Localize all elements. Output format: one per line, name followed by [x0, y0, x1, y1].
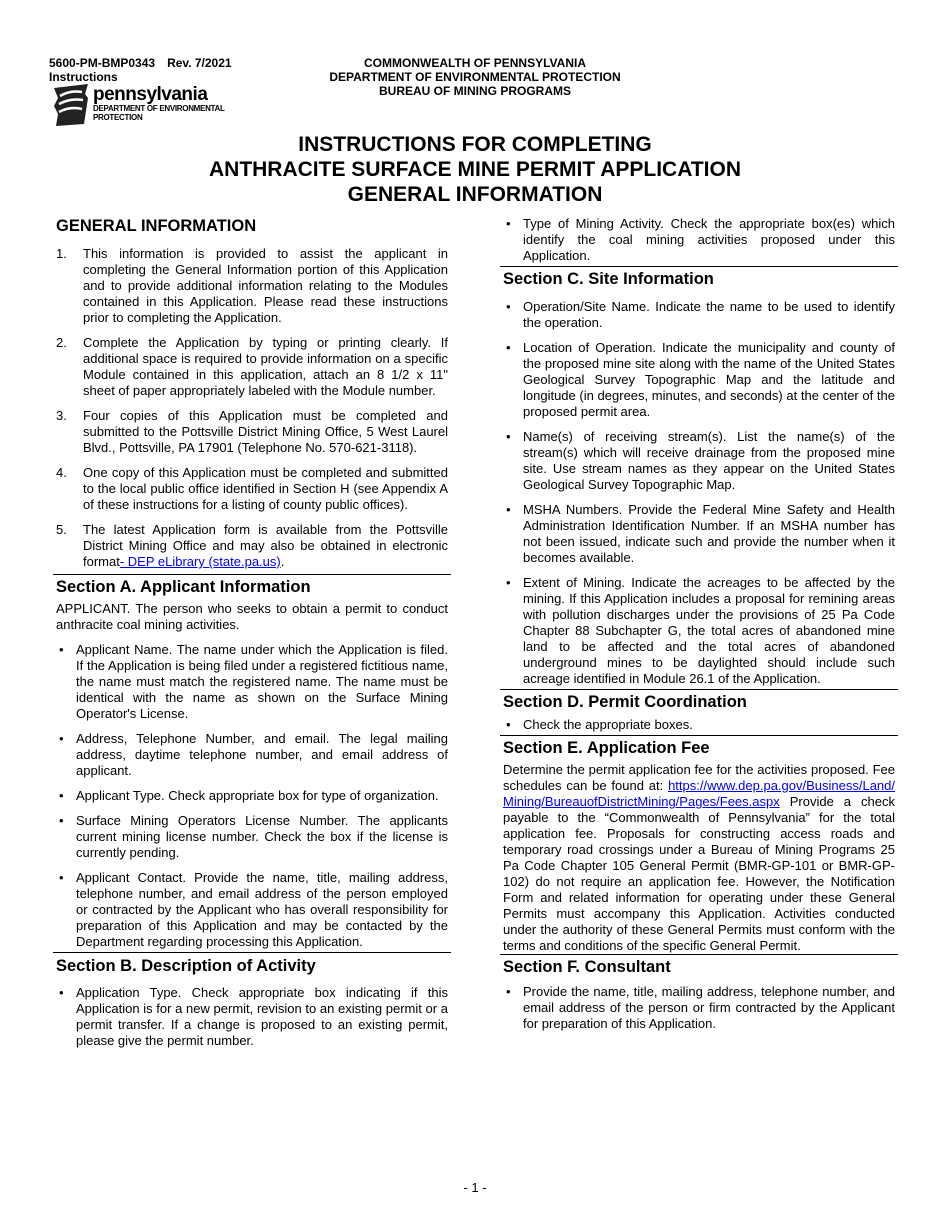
list-item: • Extent of Mining. Indicate the acreages to be affected by the mining. If this Application includes a proposal for remining areas with pollution discharges under the provisions of 25 Pa Code Chapter 88 Subchapter G, the total acres of abandoned mine land to be affected and the total acres of abandoned underground mines to be daylighted should include such acreage identified in Module 26.1 of the Application. [503, 575, 895, 687]
logo-department [93, 104, 225, 122]
section-a-heading: Section A. Applicant Information [56, 578, 311, 596]
list-item: • Provide the name, title, mailing address, telephone number, and email address of the person or firm contracted by the Applicant for preparation of this Application. [503, 984, 895, 1032]
item-number: 3. [56, 408, 67, 423]
keystone-icon [52, 84, 90, 126]
logo-dept-line-1: DEPARTMENT OF ENVIRONMENTAL [93, 104, 225, 113]
left-column [56, 216, 448, 1058]
link-suffix: . [280, 554, 285, 569]
agency-line-3: BUREAU OF MINING PROGRAMS [379, 84, 571, 98]
section-a-list [56, 642, 448, 950]
list-item [56, 246, 448, 326]
section-e-text [503, 762, 895, 954]
title-line-3: GENERAL INFORMATION [347, 183, 603, 206]
list-item: • Location of Operation. Indicate the municipality and county of the proposed mine site along with the name of the United States Geological Survey Topographic Map and the latitude and longitude (in degrees, minutes, and seconds) at the center of the proposed permit area. [503, 340, 895, 420]
item-text: One copy of this Application must be completed and submitted to the local public office identified in Section H (see Appendix A of these instructions for a listing of county public offices). [83, 465, 448, 512]
list-item: • Address, Telephone Number, and email. The legal mailing address, daytime telephone number, and email address of applicant. [56, 731, 448, 779]
section-f-heading: Section F. Consultant [503, 958, 671, 976]
section-b-list-right [503, 216, 895, 264]
item-number: 5. [56, 522, 67, 537]
item-number: 1. [56, 246, 67, 261]
list-item [56, 335, 448, 399]
item-text: This information is provided to assist the applicant in completing the General Information portion of this Application and to provide additional information relating to the Modules contained in this Application. Please read these instructions prior to completing the Application. [83, 246, 448, 325]
form-header-left [49, 56, 232, 84]
general-list [56, 246, 448, 570]
doc-type: Instructions [49, 70, 118, 84]
item-number: 2. [56, 335, 67, 350]
section-c-heading: Section C. Site Information [503, 270, 714, 288]
list-item [56, 465, 448, 513]
agency-header [300, 56, 650, 98]
general-heading: GENERAL INFORMATION [56, 217, 257, 235]
section-divider [500, 954, 898, 955]
item-number: 4. [56, 465, 67, 480]
fee-text-after: Provide a check payable to the “Commonwealth of Pennsylvania” for the total application fee. Proposals for constructing access roads and temporary road crossings under a Bureau of Mining Programs 25 Pa Code Chapter 105 General Permit (BMR-GP-101 or BMR-GP-102) do not require an application fee. However, the Notification Form and related information for operating under these General Permits must accompany this Application. Activities conducted under the authority of these General Permits must conform with the terms and conditions of the specific General Permit. [503, 794, 895, 953]
list-item: • Type of Mining Activity. Check the appropriate box(es) which identify the coal mining activities proposed under this Application. [503, 216, 895, 264]
section-b-list-left [56, 985, 448, 1049]
form-revision: Rev. 7/2021 [167, 56, 232, 70]
page-number: - 1 - [463, 1180, 487, 1195]
section-e-heading: Section E. Application Fee [503, 739, 710, 757]
elibrary-link[interactable]: - DEP eLibrary (state.pa.us) [119, 554, 281, 569]
right-column [503, 216, 895, 1041]
list-item: • Applicant Name. The name under which the Application is filed. If the Application is being filed under a registered fictitious name, the name must match the registered name. The name must be identical with the name as shown on the Surface Mining Operator's License. [56, 642, 448, 722]
item-text: The latest Application form is available from the Pottsville District Mining Office and may also be obtained in electronic format [83, 522, 448, 569]
list-item: • Check the appropriate boxes. [503, 717, 895, 733]
list-item [56, 522, 448, 570]
section-a-intro: APPLICANT. The person who seeks to obtain a permit to conduct anthracite coal mining activities. [56, 601, 448, 632]
list-item: • Applicant Type. Check appropriate box for type of organization. [56, 788, 448, 804]
section-divider [53, 952, 451, 953]
page-title [0, 132, 950, 207]
section-d-heading: Section D. Permit Coordination [503, 693, 747, 711]
fee-text-before: Determine the permit application fee for the activities proposed. Fee schedules can be found at: [503, 762, 895, 793]
list-item: • Surface Mining Operators License Number. The applicants current mining license number. Check the box if the license is currently pending. [56, 813, 448, 861]
section-divider [500, 735, 898, 736]
section-d-list [503, 717, 895, 733]
section-divider [500, 689, 898, 690]
section-c-list [503, 299, 895, 687]
section-divider [500, 266, 898, 267]
title-line-1: INSTRUCTIONS FOR COMPLETING [298, 133, 652, 156]
fee-schedule-link[interactable]: https://www.dep.pa.gov/Business/Land/Mining/BureauofDistrictMining/Pages/Fees.aspx [503, 778, 895, 809]
list-item [56, 408, 448, 456]
form-number: 5600-PM-BMP0343 [49, 56, 156, 70]
logo-dept-line-2: PROTECTION [93, 113, 143, 122]
pa-dep-logo [52, 84, 242, 126]
list-item: • Name(s) of receiving stream(s). List the name(s) of the stream(s) which will receive drainage from the proposed mine site. Use stream names as they appear on the United States Geological Survey Topographic Map. [503, 429, 895, 493]
agency-line-2: DEPARTMENT OF ENVIRONMENTAL PROTECTION [329, 70, 621, 84]
list-item: • MSHA Numbers. Provide the Federal Mine Safety and Health Administration Identification Number. If an MSHA number has not been issued, indicate such and provide the number when it becomes available. [503, 502, 895, 566]
item-text: Four copies of this Application must be completed and submitted to the Pottsville District Mining Office, 5 West Laurel Blvd., Pottsville, PA 17901 (Telephone No. 570-621-3118). [83, 408, 448, 455]
title-line-2: ANTHRACITE SURFACE MINE PERMIT APPLICATION [208, 158, 741, 181]
list-item: • Applicant Contact. Provide the name, title, mailing address, telephone number, and email address of the person employed or contracted by the Applicant who has overall responsibility for preparation of this Application and may be contacted by the Department regarding processing this Application. [56, 870, 448, 950]
section-divider [53, 574, 451, 575]
list-item: • Operation/Site Name. Indicate the name to be used to identify the operation. [503, 299, 895, 331]
logo-wordmark: pennsylvania [93, 84, 208, 105]
item-text: Complete the Application by typing or printing clearly. If additional space is required to provide information on a specific Module contained in this application, attach an 8 1/2 x 11" sheet of paper appropriately labeled with the Module number. [83, 335, 448, 398]
section-b-heading: Section B. Description of Activity [56, 957, 316, 975]
list-item: • Application Type. Check appropriate box indicating if this Application is for a new permit, revision to an existing permit or a permit transfer. If a change is proposed to an existing permit, please give the permit number. [56, 985, 448, 1049]
section-f-list [503, 984, 895, 1032]
agency-line-1: COMMONWEALTH OF PENNSYLVANIA [364, 56, 586, 70]
